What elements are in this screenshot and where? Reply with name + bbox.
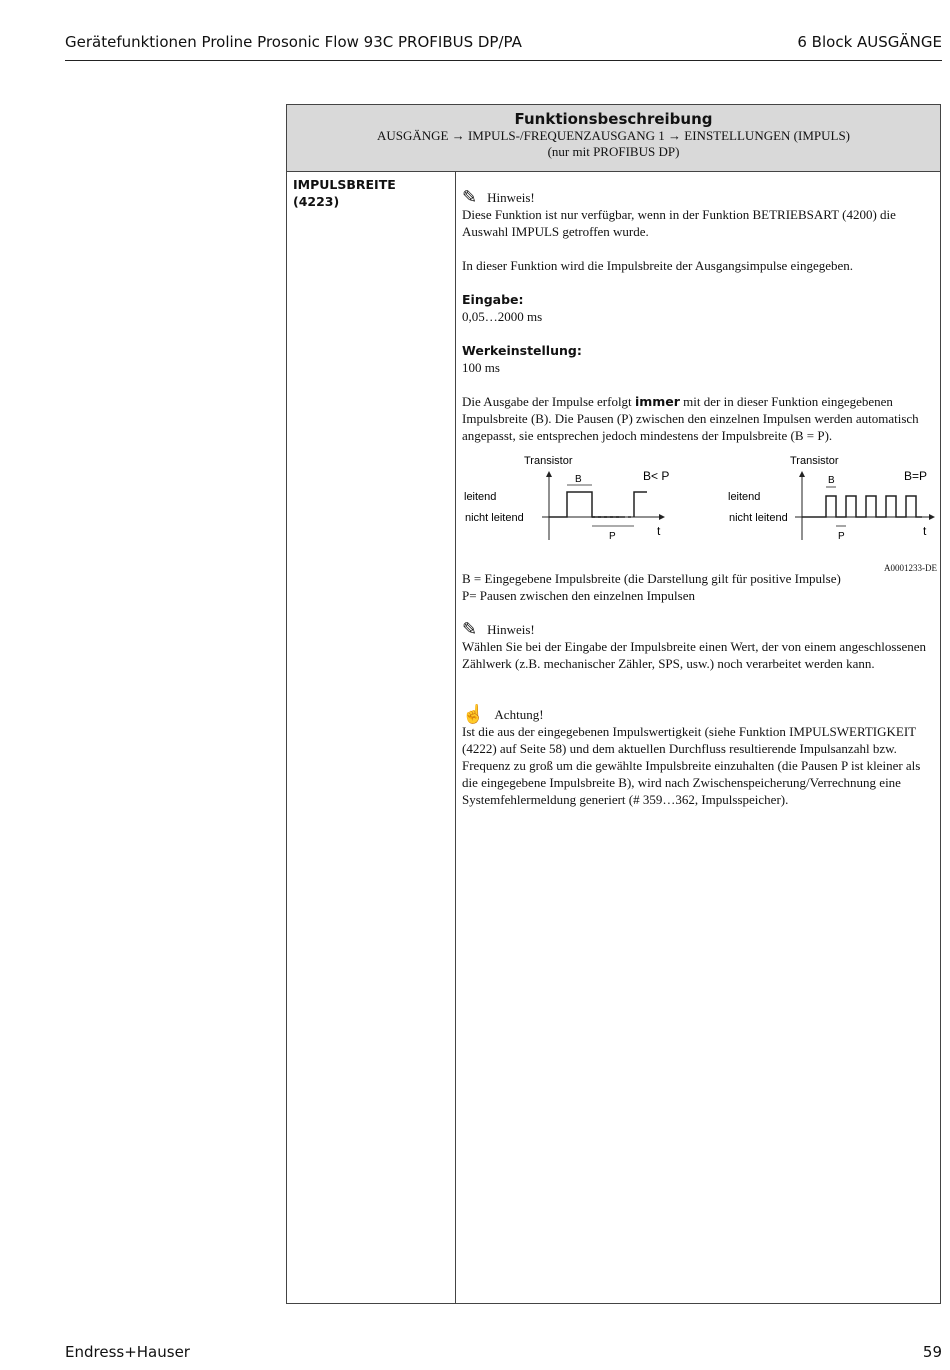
running-header-title: Gerätefunktionen Proline Prosonic Flow 93C PROFIBUS DP/PA: [65, 33, 522, 51]
function-name: IMPULSBREITE: [293, 177, 396, 192]
left-transistor-label: Transistor: [524, 455, 573, 467]
right-transistor-label: Transistor: [790, 455, 839, 467]
right-time-axis: t: [923, 524, 927, 538]
left-state-off: nicht leitend: [465, 512, 524, 524]
warning-label: Achtung!: [494, 707, 544, 722]
right-state-off: nicht leitend: [729, 512, 788, 524]
column-divider: [455, 171, 456, 1303]
warning-heading: [462, 706, 937, 723]
running-header-section: 6 Block AUSGÄNGE: [797, 33, 942, 51]
warning-text: Ist die aus der eingegebenen Impulswertigkeit (siehe Funktion IMPULSWERTIGKEIT (4222) auf Seite 58) und dem aktuellen Durchfluss resultierende Impulsanzahl bzw. Frequenz zu groß um die gewählte Impulsbreite einzuhalten (die Pausen P ist kleiner als die eingegebene Impulsbreite B), wird nach Zwischenspeicherung/Verrechnung eine Systemfehlermeldung generiert (# 359…362, Impulsspeicher).: [462, 724, 921, 807]
note-label: Hinweis!: [487, 622, 535, 637]
left-time-axis: t: [657, 524, 661, 538]
pencil-note-icon: ✎: [462, 187, 478, 207]
left-p-label: P: [609, 531, 616, 542]
left-b-label: B: [575, 474, 582, 485]
intro-text: In dieser Funktion wird die Impulsbreite der Ausgangsimpulse eingegeben.: [462, 258, 854, 273]
right-b-label: B: [828, 475, 835, 486]
note-text: Diese Funktion ist nur verfügbar, wenn in der Funktion BETRIEBSART (4200) die Auswahl IMPULS getroffen wurde.: [462, 207, 896, 239]
note-heading: [462, 621, 937, 638]
note-label: Hinweis!: [487, 190, 535, 205]
description-cell: [462, 189, 937, 808]
function-table: [286, 104, 941, 1304]
legend-p: P= Pausen zwischen den einzelnen Impulsen: [462, 588, 695, 603]
pulse-diagram-svg: [462, 452, 937, 560]
table-header: [287, 105, 940, 172]
legend-b: B = Eingegebene Impulsbreite (die Darstellung gilt für positive Impulse): [462, 571, 841, 586]
menu-path-note: (nur mit PROFIBUS DP): [547, 144, 680, 159]
footer-brand: Endress+Hauser: [65, 1343, 190, 1361]
pulse-diagram: [462, 452, 937, 573]
header-rule: [65, 60, 942, 61]
default-value: 100 ms: [462, 360, 500, 375]
figure-id: A0001233-DE: [884, 563, 937, 573]
function-code: (4223): [293, 194, 340, 209]
function-name-cell: [293, 176, 396, 210]
right-state-on: leitend: [728, 491, 761, 503]
emphasis-text: immer: [634, 394, 680, 409]
table-title: Funktionsbeschreibung: [514, 110, 713, 128]
left-condition: B< P: [643, 469, 670, 483]
left-state-on: leitend: [464, 491, 497, 503]
input-range: 0,05…2000 ms: [462, 309, 543, 324]
right-condition: B=P: [904, 469, 928, 483]
page-number: 59: [922, 1343, 942, 1361]
right-p-label: P: [838, 531, 845, 542]
note-heading: [462, 189, 937, 206]
warning-hand-icon: ☝: [462, 704, 485, 724]
note-text: Wählen Sie bei der Eingabe der Impulsbreite einen Wert, der von einem angeschlossenen Zählwerk (z.B. mechanischer Zähler, SPS, usw.) noch verarbeitet werden kann.: [462, 639, 927, 671]
pencil-note-icon: ✎: [462, 619, 478, 639]
input-label: Eingabe:: [462, 292, 524, 307]
default-label: Werkeinstellung:: [462, 343, 582, 358]
description-paragraph: Die Ausgabe der Impulse erfolgt immer mit der in dieser Funktion eingegebenen Impulsbreite (B). Die Pausen (P) zwischen den einzelnen Impulsen werden automatisch angepasst, sie entsprechen jedoch mindestens der Impulsbreite (B = P).: [462, 394, 919, 443]
menu-path: AUSGÄNGE → IMPULS-/FREQUENZAUSGANG 1 → EINSTELLUNGEN (IMPULS): [376, 128, 851, 143]
